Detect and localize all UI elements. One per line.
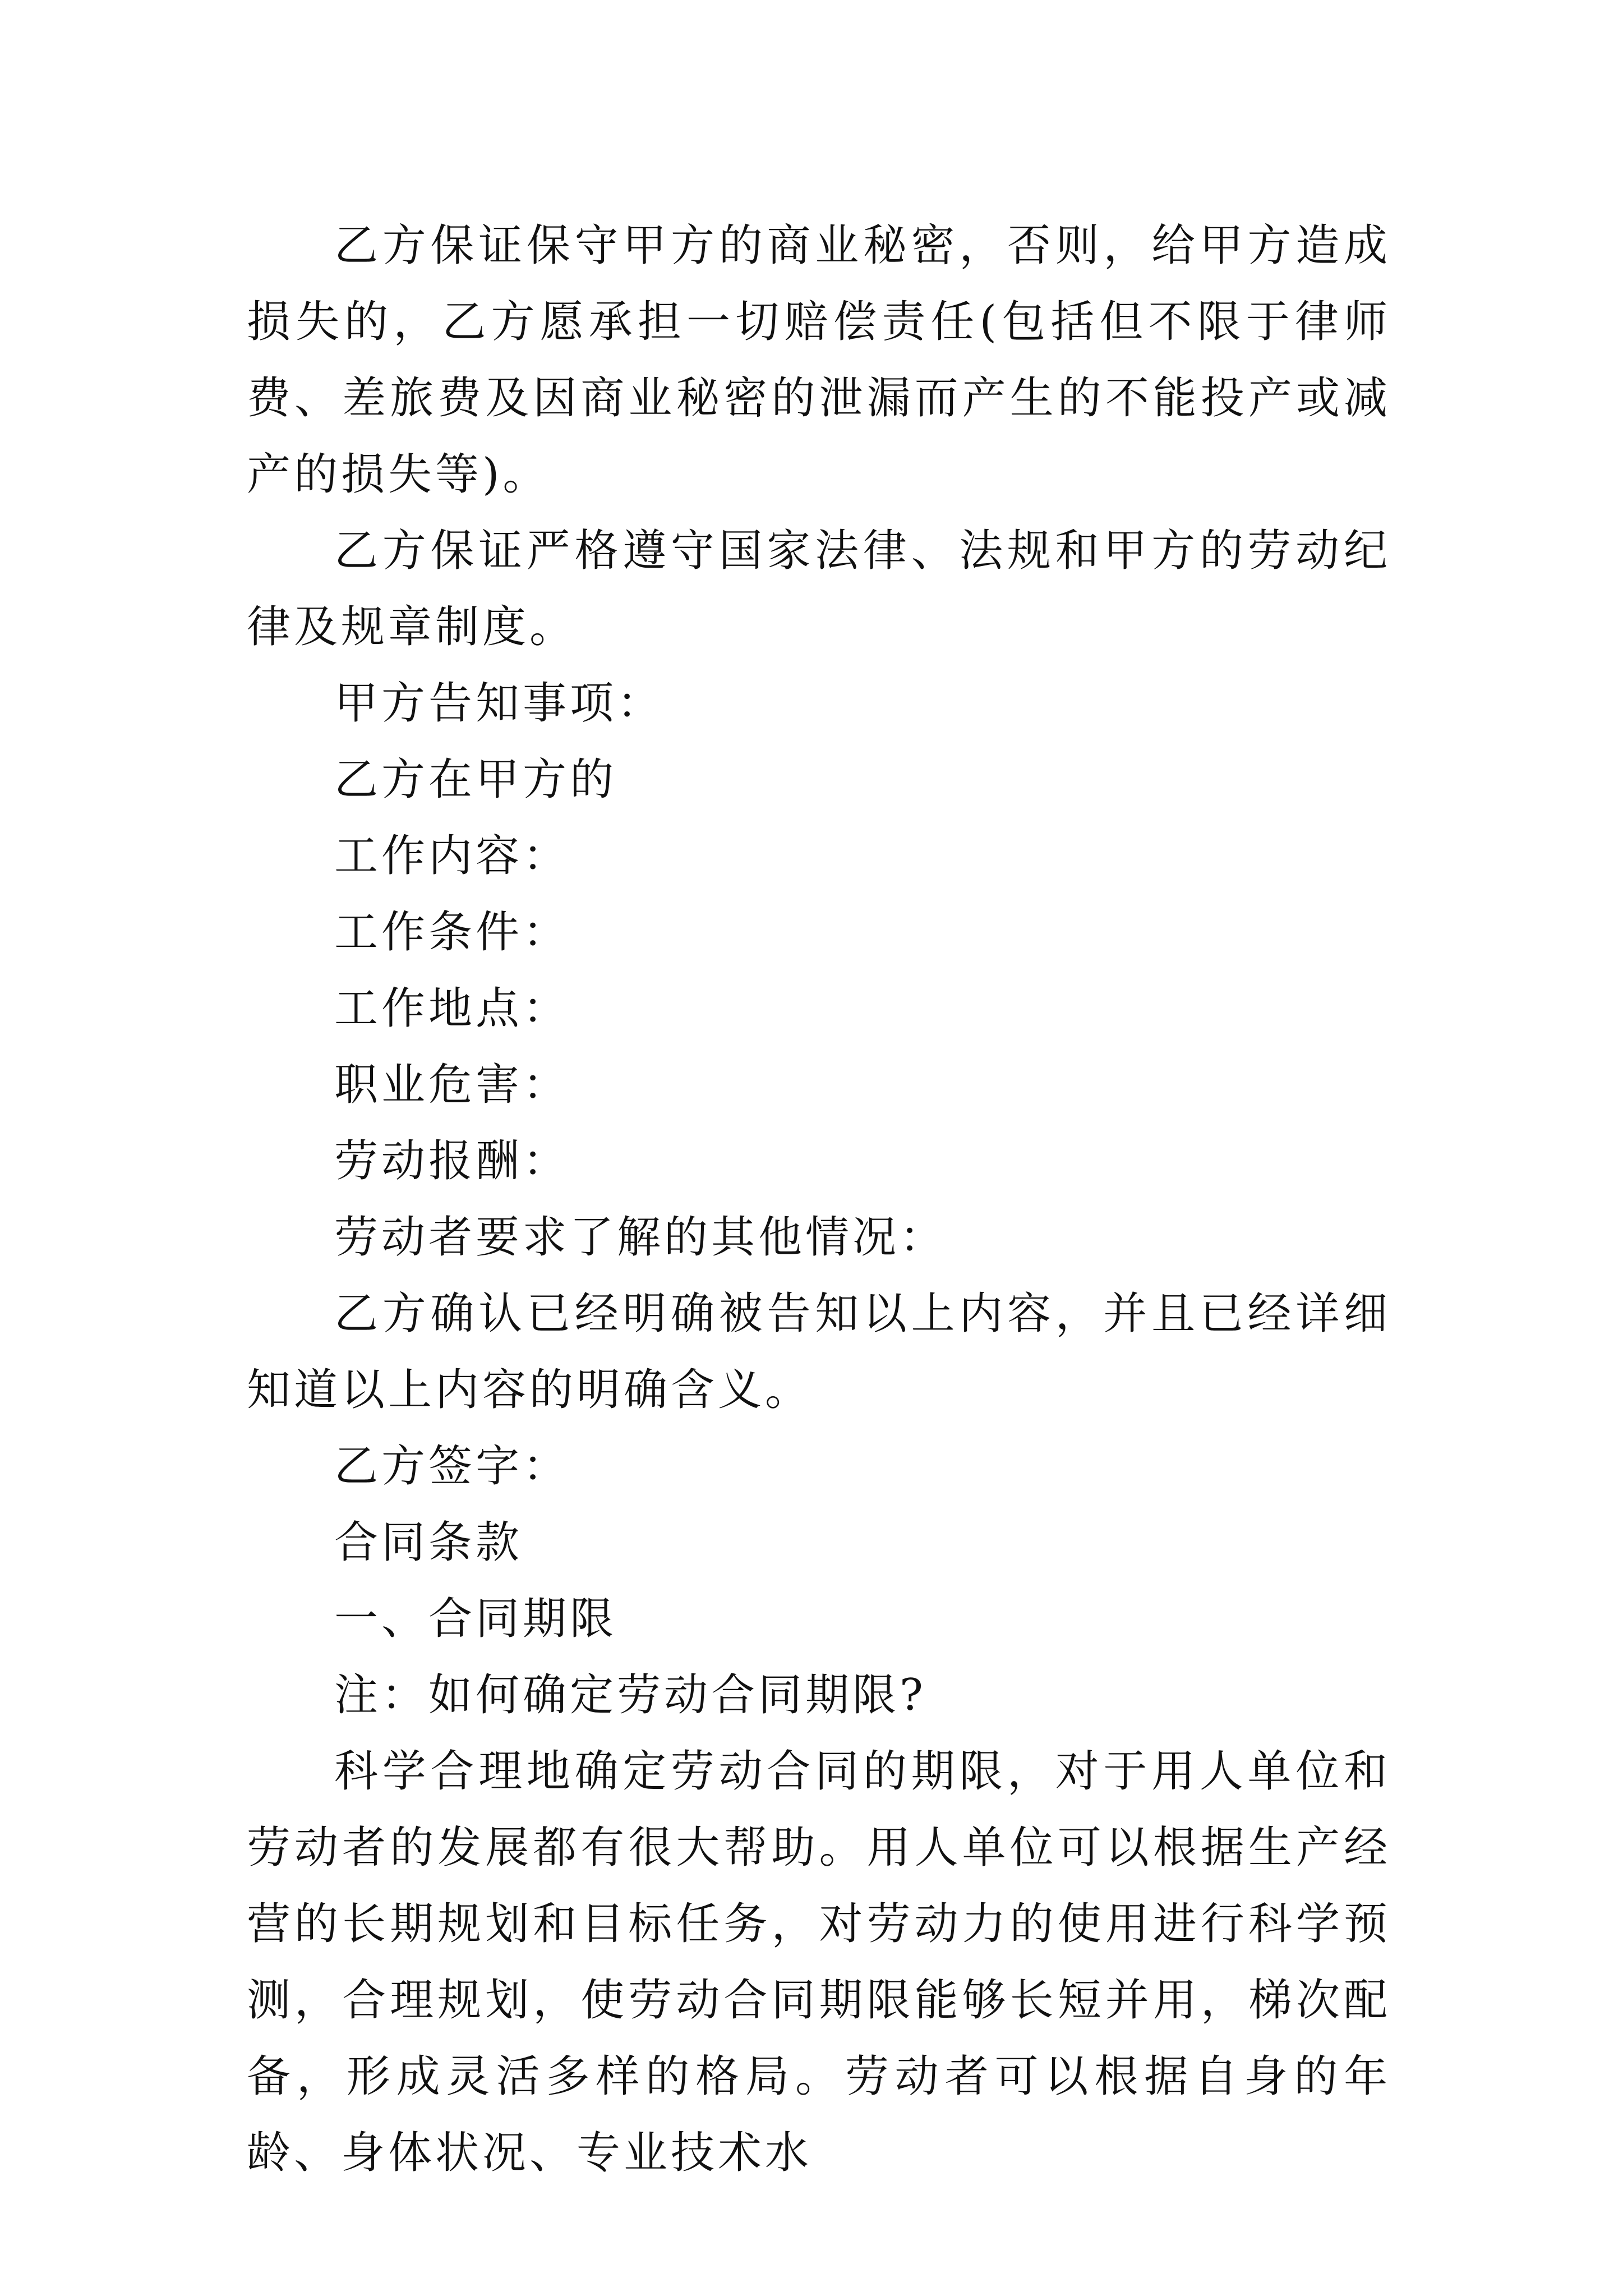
paragraph-compliance: 乙方保证严格遵守国家法律、法规和甲方的劳动纪律及规章制度。: [247, 526, 1391, 652]
paragraph-work-location: 工作地点：: [334, 983, 570, 1034]
paragraph-signature: 乙方签字：: [334, 1441, 570, 1492]
paragraph-confirmation: 乙方确认已经明确被告知以上内容，并且已经详细知道以上内容的明确含义。: [247, 1289, 1391, 1415]
paragraph-occupational-hazards: 职业危害：: [334, 1060, 570, 1110]
paragraph-trade-secret: 乙方保证保守甲方的商业秘密，否则，给甲方造成损失的，乙方愿承担一切赔偿责任(包括但不限于律师费、差旅费及因商业秘密的泄漏而产生的不能投产或减产的损失等)。: [247, 220, 1391, 500]
paragraph-contract-period: 一、合同期限: [334, 1594, 617, 1644]
paragraph-other-info: 劳动者要求了解的其他情况：: [334, 1212, 947, 1263]
paragraph-party-b-at-party-a: 乙方在甲方的: [334, 754, 617, 805]
paragraph-work-conditions: 工作条件：: [334, 907, 570, 958]
paragraph-period-explanation: 科学合理地确定劳动合同的期限，对于用人单位和劳动者的发展都有很大帮助。用人单位可以根据生产经营的长期规划和目标任务，对劳动力的使用进行科学预测，合理规划，使劳动合同期限能够长短并用，梯次配备，形成灵活多样的格局。劳动者可以根据自身的年龄、身体状况、专业技术水: [247, 1746, 1391, 2178]
document-body: [247, 208, 1391, 2191]
paragraph-notice-heading: 甲方告知事项：: [334, 678, 665, 729]
paragraph-work-content: 工作内容：: [334, 831, 570, 881]
paragraph-contract-terms: 合同条款: [334, 1517, 523, 1568]
paragraph-note-question: 注：如何确定劳动合同期限?: [334, 1670, 926, 1720]
paragraph-remuneration: 劳动报酬：: [334, 1136, 570, 1186]
